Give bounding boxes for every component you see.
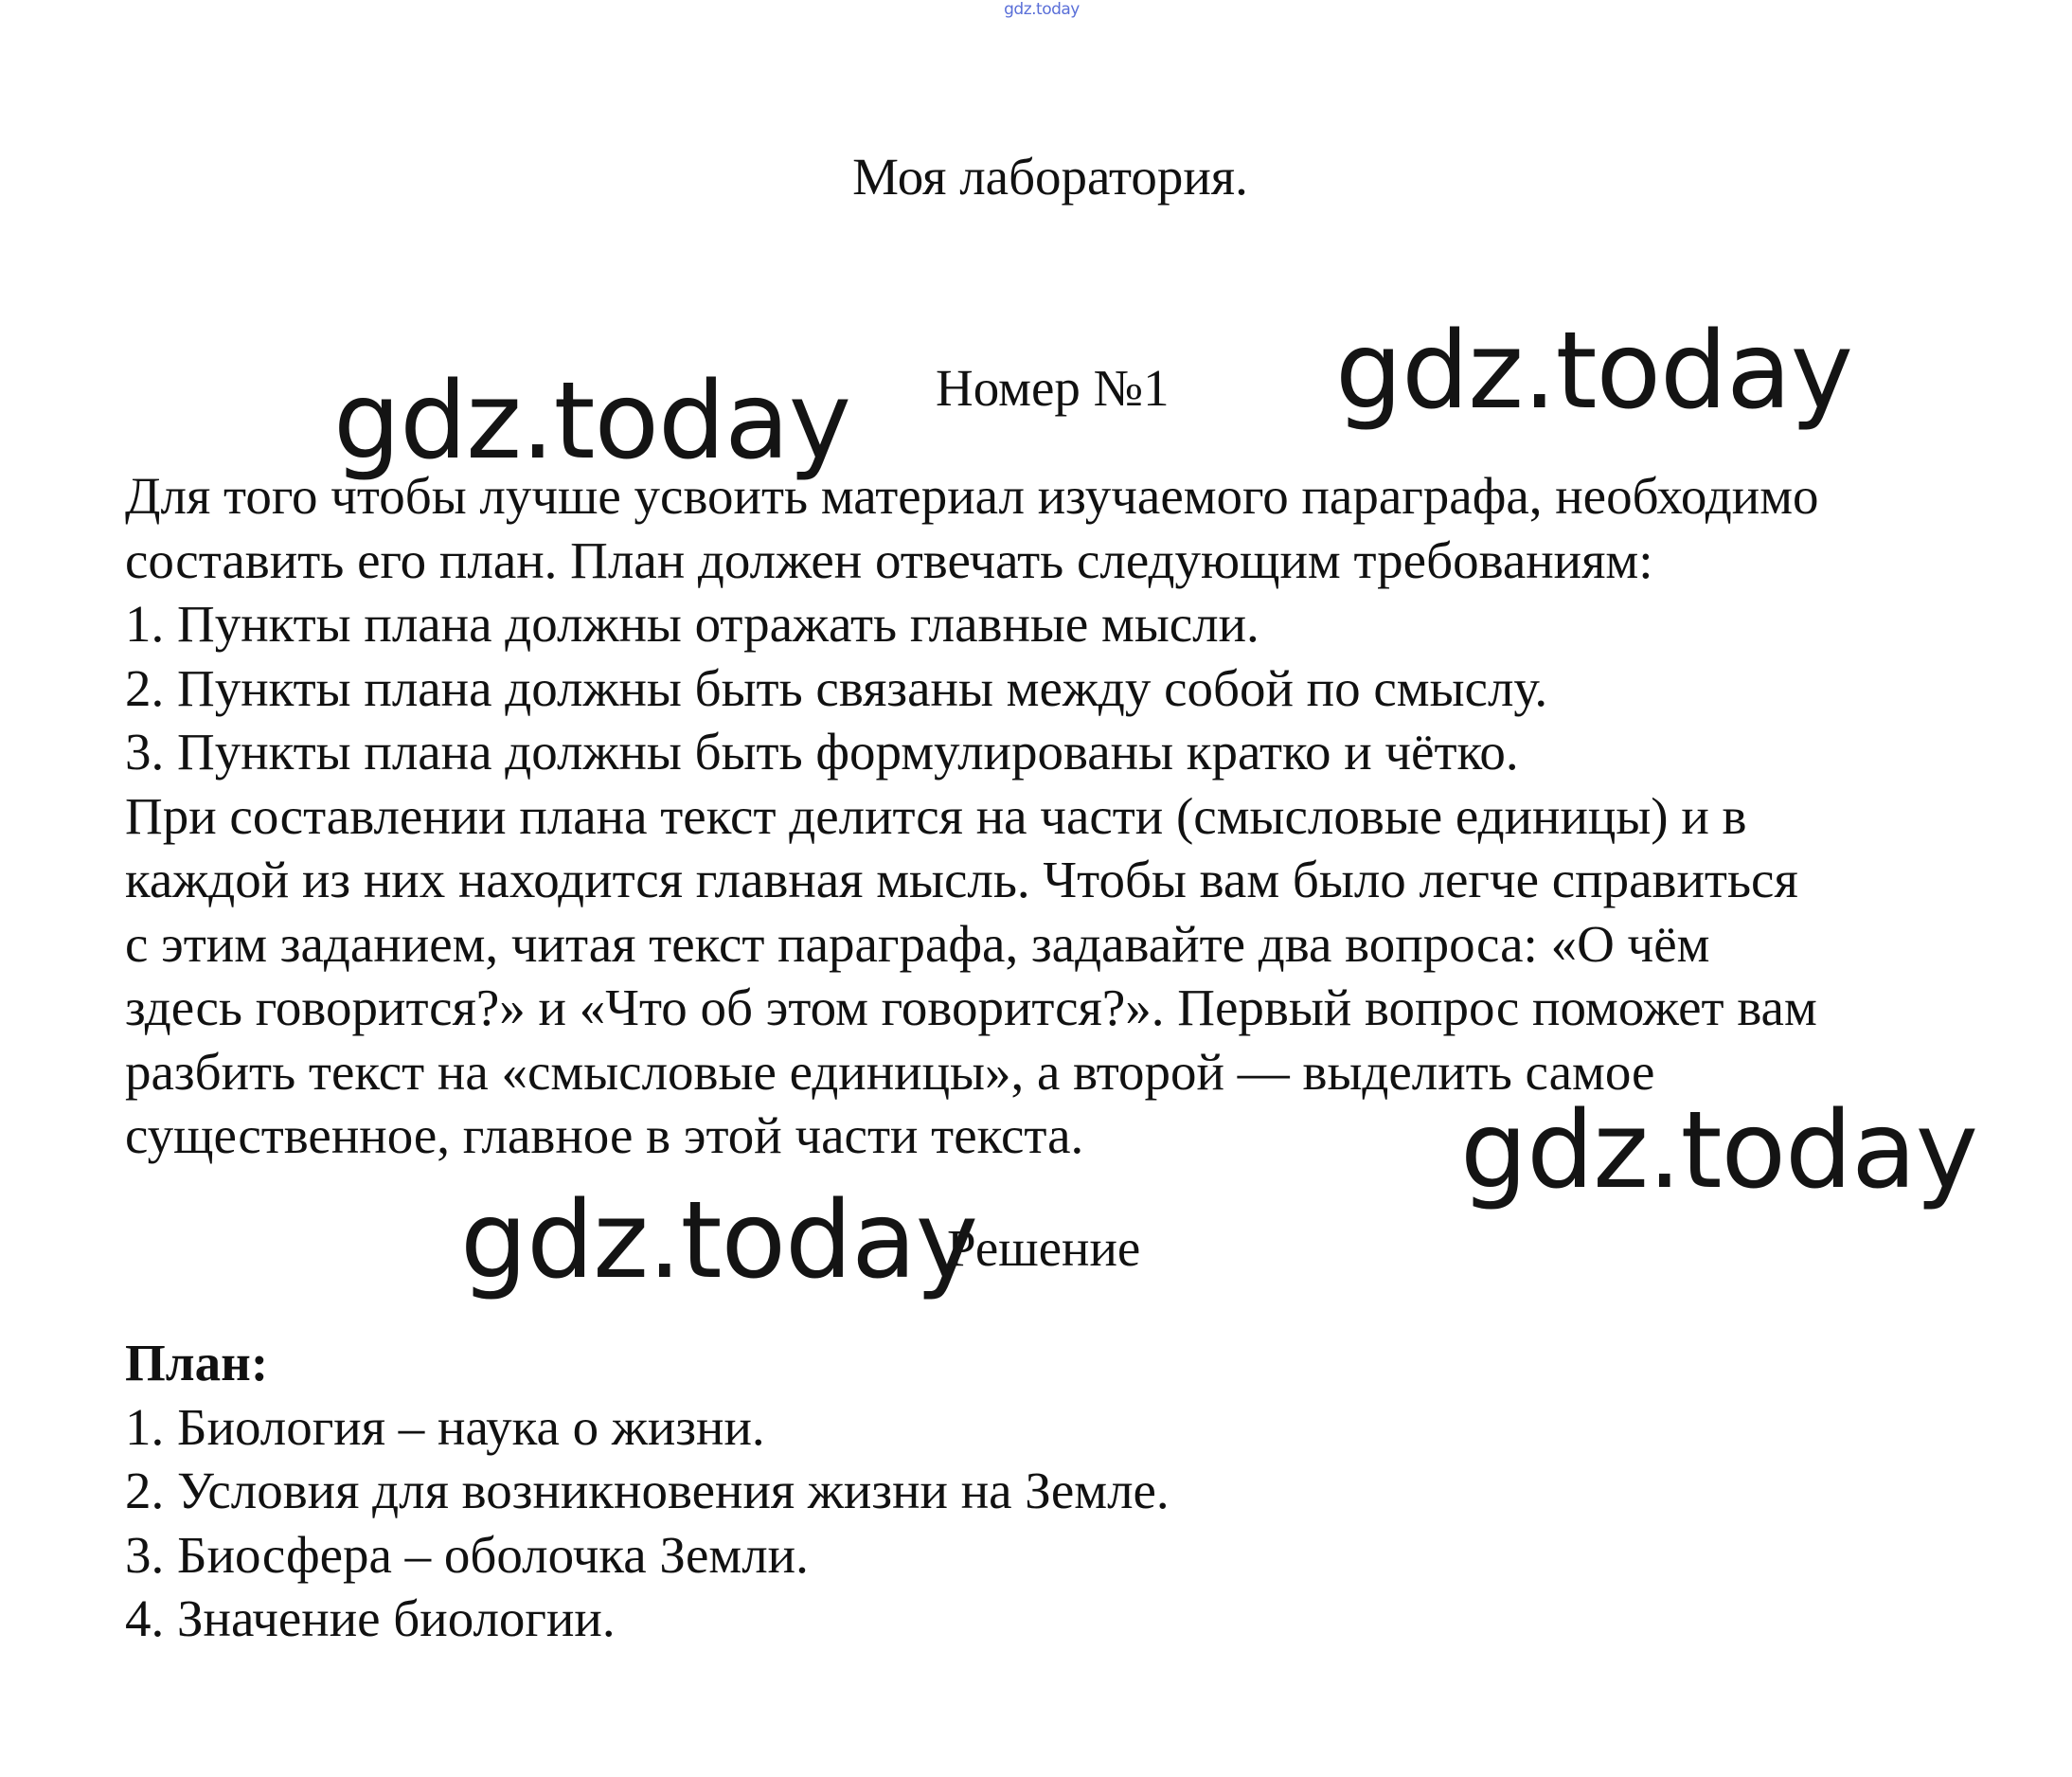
task-text-line: с этим заданием, читая текст параграфа, задавайте два вопроса: «О чём: [125, 914, 1710, 973]
task-text-line: каждой из них находится главная мысль. Чтобы вам было легче справиться: [125, 851, 1798, 908]
plan-item: 3. Биосфера – оболочка Земли.: [125, 1525, 809, 1584]
task-text-line: 1. Пункты плана должны отражать главные мысли.: [125, 595, 1259, 653]
plan-item: 2. Условия для возникновения жизни на Земле.: [125, 1462, 1170, 1519]
top-watermark-logo: gdz.today: [1004, 0, 1080, 19]
watermark-logo: gdz.today: [333, 360, 851, 483]
task-text-line: здесь говорится?» и «Что об этом говорится?». Первый вопрос поможет вам: [125, 978, 1817, 1036]
task-number: Номер №1: [936, 359, 1170, 417]
plan-title: План:: [125, 1334, 269, 1391]
task-text: [125, 464, 2057, 1168]
plan-item: 1. Биология – наука о жизни.: [125, 1397, 765, 1456]
task-text-line: разбить текст на «смысловые единицы», а второй — выделить самое: [125, 1042, 1655, 1101]
solution-heading: Решение: [947, 1219, 1141, 1277]
watermark-logo: gdz.today: [1335, 310, 1853, 433]
task-text-line: При составлении плана текст делится на части (смысловые единицы) и в: [125, 786, 1747, 845]
task-text-line: Для того чтобы лучше усвоить материал изучаемого параграфа, необходимо: [125, 467, 1819, 525]
plan-section: [125, 1331, 1170, 1651]
task-text-line: существенное, главное в этой части текста.: [125, 1106, 1084, 1164]
plan-item: 4. Значение биологии.: [125, 1589, 616, 1647]
watermark-logo: gdz.today: [1460, 1089, 1978, 1212]
task-text-line: 3. Пункты плана должны быть формулированы кратко и чётко.: [125, 723, 1519, 781]
page-title: Моя лаборатория.: [852, 148, 1248, 206]
task-text-line: 2. Пункты плана должны быть связаны между собой по смыслу.: [125, 658, 1548, 717]
task-text-line: составить его план. План должен отвечать следующим требованиям:: [125, 530, 1653, 589]
watermark-logo: gdz.today: [460, 1179, 978, 1302]
